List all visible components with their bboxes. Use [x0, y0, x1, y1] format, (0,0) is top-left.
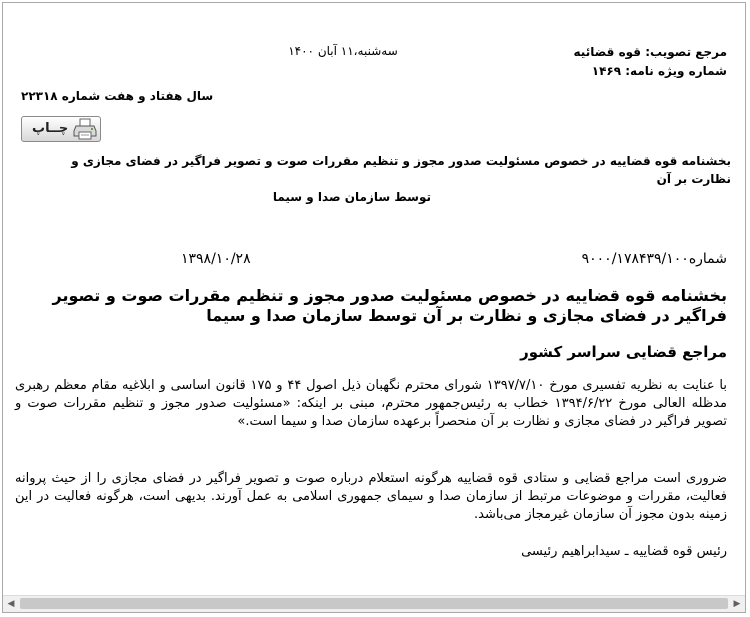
gazette-number: شماره ویژه نامه: ۱۴۶۹: [591, 64, 727, 78]
reference-number: شماره۹۰۰۰/۱۷۸۴۳۹/۱۰۰: [581, 251, 727, 267]
signature: رئیس قوه قضاییه ـ سیدابراهیم رئیسی: [521, 544, 727, 559]
print-button[interactable]: [21, 116, 101, 142]
header-title-line2: توسط سازمان صدا و سیما: [272, 190, 431, 204]
print-button-label: چــاپ: [32, 121, 69, 136]
reference-date: ۱۳۹۸/۱۰/۲۸: [181, 251, 251, 267]
document-frame: [2, 2, 746, 613]
paragraph-1: با عنایت به نظریه تفسیری مورخ ۱۳۹۷/۷/۱۰ شورای محترم نگهبان ذیل اصول ۴۴ و ۱۷۵ قانون اساسی و ابلاغیه مقام معظم رهبری مدظله العالی مورخ ۱۳۹۴/۶/۲۲ خطاب به رئیس‌جمهور محترم، مبنی بر اینکه: «مسئولیت صدور مجوز و تنظیم مقررات صوت و تصویر فراگیر در فضای مجازی و نظارت بر آن منحصراً برعهده سازمان صدا و سیما است.»: [15, 378, 727, 429]
scrollbar-thumb[interactable]: [20, 598, 728, 609]
paragraph-2: ضروری است مراجع قضایی و ستادی قوه قضاییه هرگونه استعلام درباره صوت و تصویر فراگیر در فضای مجازی را از حیث پروانه فعالیت، مقررات و موضوعات مرتبط از سازمان صدا و سیمای جمهوری اسلامی به عمل آورند. بدیهی است، هرگونه فعالیت در این زمینه بدون مجوز آن سازمان غیرمجاز می‌باشد.: [15, 471, 727, 522]
header-title: [31, 152, 731, 206]
document-title: بخشنامه قوه قضاییه در خصوص مسئولیت صدور مجوز و تنظیم مقررات صوت و تصویر فراگیر در فضای مجازی و نظارت بر آن توسط سازمان صدا و سیما: [52, 286, 727, 325]
scroll-right-icon[interactable]: ▶: [733, 599, 741, 609]
gazette-year-number: سال هفتاد و هفت شماره ۲۲۳۱۸: [21, 89, 214, 103]
horizontal-scrollbar[interactable]: [3, 595, 745, 612]
publication-date: سه‌شنبه،۱۱ آبان ۱۴۰۰: [288, 44, 398, 58]
publication-meta: [427, 43, 727, 81]
scroll-left-icon[interactable]: ◀: [7, 599, 15, 609]
approval-source: مرجع تصویب: قوه قضائیه: [573, 45, 727, 59]
addressee: مراجع قضایی سراسر کشور: [520, 343, 727, 361]
header-title-line1: بخشنامه قوه قضاییه در خصوص مسئولیت صدور مجوز و تنظیم مقررات صوت و تصویر فراگیر در فضای مجازی و نظارت بر آن: [71, 154, 731, 186]
printer-icon: [73, 118, 97, 140]
